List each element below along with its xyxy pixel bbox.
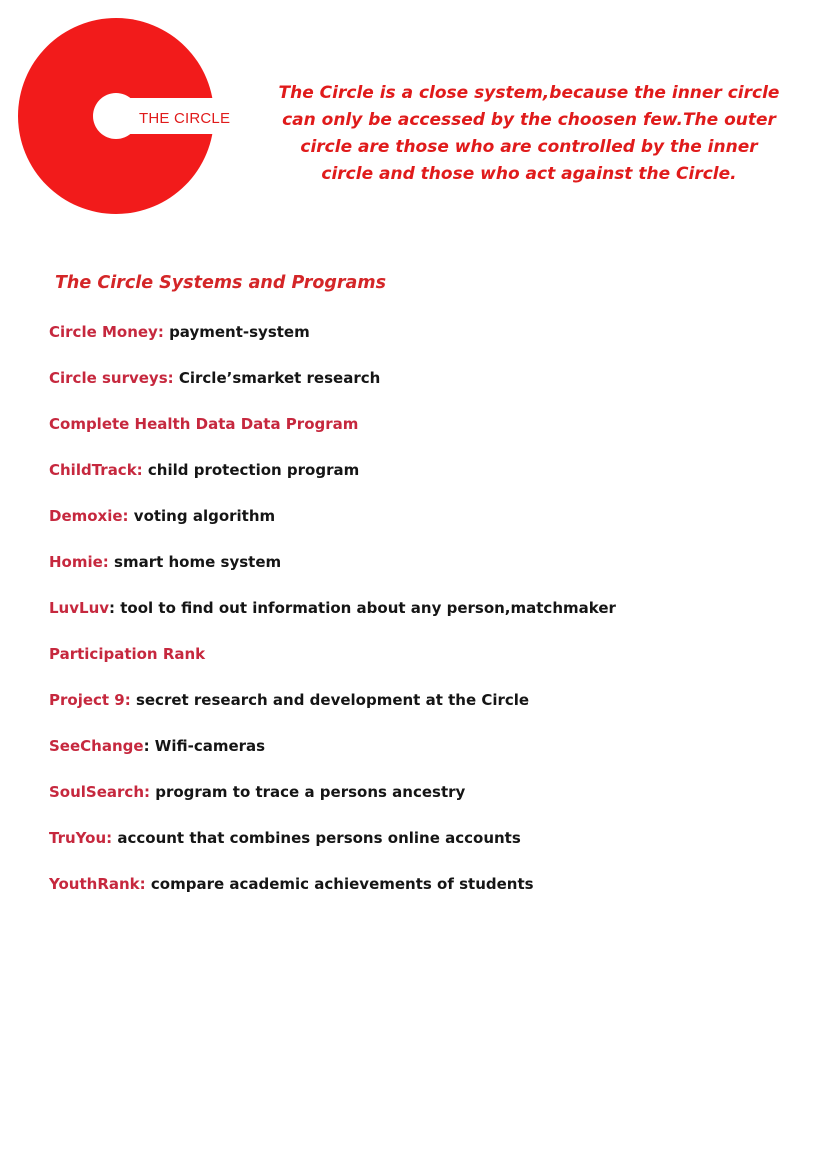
intro-line: can only be accessed by the choosen few.The outer (282, 110, 776, 130)
program-name: LuvLuv (49, 599, 110, 617)
program-description: compare academic achievements of students (145, 875, 534, 893)
section-heading: The Circle Systems and Programs (55, 273, 387, 293)
program-description: Circle’smarket research (173, 369, 381, 387)
program-name: Circle surveys: (49, 369, 174, 387)
list-item (49, 688, 616, 734)
program-description: secret research and development at the Circle (130, 691, 530, 709)
list-item (49, 596, 616, 642)
list-item (49, 550, 616, 596)
program-name: Homie: (49, 553, 109, 571)
program-name: SoulSearch: (49, 783, 150, 801)
intro-line: The Circle is a close system,because the inner circle (278, 83, 780, 103)
program-name: Project 9: (49, 691, 131, 709)
program-description: payment-system (163, 323, 310, 341)
program-name: YouthRank: (49, 875, 146, 893)
list-item (49, 458, 616, 504)
list-item (49, 872, 616, 918)
intro-line: circle and those who act against the Circle. (321, 164, 737, 184)
program-list (49, 320, 616, 918)
program-name: TruYou: (49, 829, 113, 847)
program-name: Participation Rank (49, 645, 206, 663)
list-item (49, 366, 616, 412)
list-item (49, 320, 616, 366)
program-name: ChildTrack: (49, 461, 143, 479)
program-description: smart home system (108, 553, 282, 571)
list-item (49, 642, 616, 688)
program-name: Demoxie: (49, 507, 129, 525)
program-name: Circle Money: (49, 323, 164, 341)
program-name: SeeChange (49, 737, 144, 755)
program-description: : Wifi-cameras (143, 737, 266, 755)
list-item (49, 412, 616, 458)
program-description: voting algorithm (128, 507, 276, 525)
list-item (49, 734, 616, 780)
program-description: child protection program (142, 461, 360, 479)
program-description: program to trace a persons ancestry (150, 783, 466, 801)
intro-line: circle are those who are controlled by the inner (300, 137, 758, 157)
list-item (49, 826, 616, 872)
list-item (49, 780, 616, 826)
program-description: account that combines persons online accounts (112, 829, 521, 847)
program-name: Complete Health Data Data Program (49, 415, 359, 433)
logo-text: THE CIRCLE (139, 110, 231, 127)
intro-paragraph (262, 80, 796, 188)
program-description: : tool to find out information about any person,matchmaker (109, 599, 616, 617)
list-item (49, 504, 616, 550)
